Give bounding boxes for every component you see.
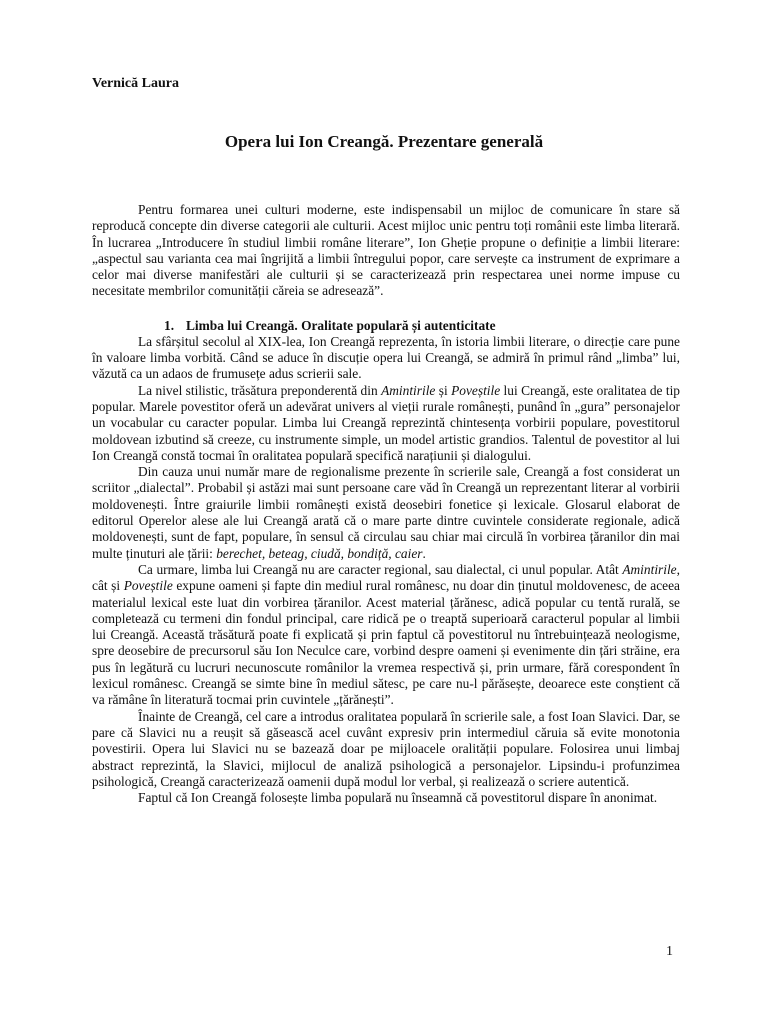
work-title-povestile: Poveștile	[451, 382, 501, 398]
document-body	[92, 202, 680, 806]
paragraph-2-start: La nivel stilistic, trăsătura preponderentă din	[138, 382, 382, 398]
section-number: 1.	[164, 317, 175, 333]
section-heading	[92, 317, 680, 334]
paragraph-3-end: .	[422, 545, 426, 561]
paragraph-3	[92, 464, 680, 562]
paragraph-2-conjunction: și	[435, 382, 452, 398]
paragraph-4-start: Ca urmare, limba lui Creangă nu are caracter regional, sau dialectal, ci unul popular. Atât	[138, 561, 623, 577]
paragraph-4-conjunction: , cât și	[92, 561, 680, 594]
intro-paragraph: Pentru formarea unei culturi moderne, este indispensabil un mijloc de comunicare în stare să reproducă concepte din diverse categorii ale culturii. Acest mijloc unic pentru toți românii este limba literară. În lucrarea „Introducere în studiul limbii române literare”, Ion Gheție propune o definiție a limbii literare: „aspectul sau varianta cea mai îngrijită a limbii întregului popor, care servește ca instrument de exprimare a celor mai diverse manifestări ale culturii și se caracterizează prin respectarea unei norme impuse cu necesitate membrilor comunității căreia se adresează”.	[92, 202, 680, 299]
document-title: Opera lui Ion Creangă. Prezentare generală	[224, 132, 544, 151]
paragraph-5: Înainte de Creangă, cel care a introdus oralitatea populară în scrierile sale, a fost Ioan Slavici. Dar, se pare că Slavici nu a reușit să găsească acel cuvânt expresiv prin intermediul căruia să evite monotonia povestirii. Opera lui Slavici nu se bazează doar pe mijloacele oralității populare. Folosirea unui limbaj abstract reprezintă, la Slavici, mijlocul de analiză psihologică a personajelor. Lipsindu-i profunzimea psihologică, Creangă caracterizează oamenii după modul lor verbal, și realizează o scriere autentică.	[92, 708, 680, 789]
work-title-povestile: Poveștile	[123, 578, 173, 594]
section-heading-text: Limba lui Creangă. Oralitate populară și autenticitate	[186, 317, 496, 333]
paragraph-2	[92, 383, 680, 464]
work-title-amintirile: Amintirile	[622, 561, 677, 577]
paragraph-4	[92, 562, 680, 709]
work-title-amintirile: Amintirile	[381, 382, 436, 398]
paragraph-1: La sfârșitul secolul al XIX-lea, Ion Creangă reprezenta, în istoria limbii literare, o direcție care pune în valoare limba vorbită. Când se aduce în discuție opera lui Creangă, se admiră în primul rând „limba” lui, văzută ca un adaos de frumusețe adus scrierii sale.	[92, 333, 680, 382]
paragraph-2-rest: lui Creangă, este oralitatea de tip popular. Marele povestitor oferă un adevărat univers al vieții rurale românești, punând în „gura” personajelor un vocabular cu caracter popular. Limba lui Creangă reprezintă chintesența vorbirii populare, povestitorul moldovean izbutind să creeze, cu instrumente simple, un model artistic grandios. Talentul de povestitor al lui Ion Creangă constă tocmai în oralitatea populară specifică narațiunii și dialogului.	[92, 382, 680, 463]
page-number: 1	[666, 944, 673, 959]
paragraph-4-rest: expune oameni și fapte din mediul rural românesc, nu doar din ținutul moldovenesc, de aceea materialul lexical este luat din vorbirea țăranilor. Acest material țărănesc, adică popular cu tentă rurală, se completează cu termeni din fondul principal, care ridică pe o treaptă superioară caracterul popular al limbii lui Creangă. Această trăsătură poate fi explicată și prin faptul că povestitorul nu întrebuințează neologisme, spre deosebire de precursorul său Ion Neculce care, vorbind despre oameni și evenimente din țări străine, era pus în legătură cu lucruri necunoscute românilor la vremea respectivă și, prin urmare, fără corespondent în lexicul românesc. Creangă se simte bine în mediul sătesc, pe care nu-l părăsește, deoarece este conștient că va rămâne în literatură tocmai prin cuvintele „țărănești”.	[92, 578, 680, 708]
paragraph-6: Faptul că Ion Creangă folosește limba populară nu înseamnă că povestitorul dispare în anonimat.	[138, 790, 658, 806]
author-name: Vernică Laura	[92, 76, 179, 91]
paragraph-3-text: Din cauza unui număr mare de regionalisme prezente în scrierile sale, Creangă a fost considerat un scriitor „dialectal”. Probabil și astăzi mai sunt persoane care văd în Creangă un reprezentant literar al vorbirii moldovenești. Între graiurile limbii românești există deosebiri fonetice și lexicale. Glosarul elaborat de editorul Operelor alese ale lui Creangă arată că o mare parte dintre cuvintele considerate regionale, adică moldovenești, sunt de fapt, populare, în sensul că circulau sau chiar mai circulă în vorbirea țăranilor din mai multe ținuturi ale țării:	[92, 464, 680, 561]
regional-word-examples: berechet, beteag, ciudă, bondiță, caier	[216, 545, 423, 561]
